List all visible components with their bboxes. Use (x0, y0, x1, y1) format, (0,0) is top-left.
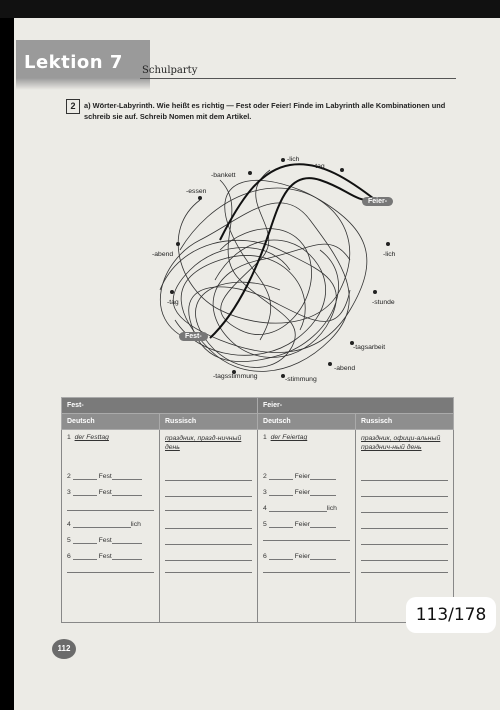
maze-word: -tagsarbeit (353, 344, 386, 351)
fest-start-label: Fest- (179, 332, 208, 341)
topic-rule (140, 78, 456, 79)
maze-word: -bankett (211, 172, 236, 179)
col-header-deutsch: Deutsch (258, 414, 356, 430)
maze-lines (160, 170, 367, 371)
feier-example-row: 1 der Feiertag (263, 434, 308, 441)
col-header-russisch: Russisch (160, 414, 258, 430)
maze-word: -stunde (372, 299, 395, 306)
task-instructions: a) Wörter-Labyrinth. Wie heißt es richtig — Fest oder Feier! Finde im Labyrinth alle Kombinationen und schreib sie auf. Schreib Nomen mit dem Artikel. (84, 101, 446, 121)
maze-word: -abend (334, 365, 356, 372)
fest-russisch-cell (160, 430, 258, 623)
feier-start-label: Feier- (362, 197, 393, 206)
fest-deutsch-cell (62, 430, 160, 623)
feier-row[interactable]: 3 Feier (263, 488, 336, 496)
maze-word: -abend (152, 251, 174, 258)
feier-example-translation: праздник, офици-альный празднич-ный день (361, 435, 441, 451)
maze-word: -essen (186, 188, 207, 195)
fest-row[interactable]: 4 lich (67, 521, 141, 528)
maze-word: -lich (383, 251, 396, 258)
lesson-label: Lektion 7 (24, 52, 123, 73)
feier-row[interactable]: 5 Feier (263, 520, 336, 528)
page-number-badge: 112 (52, 639, 76, 659)
maze-word: -lich (287, 156, 300, 163)
lesson-topic: Schulparty (142, 65, 198, 76)
col-header-russisch: Russisch (356, 414, 454, 430)
maze-word: -tagsstimmung (213, 373, 258, 380)
feier-russisch-cell (356, 430, 454, 623)
fest-row[interactable]: 5 Fest (67, 536, 142, 544)
feier-deutsch-cell (258, 430, 356, 623)
word-labyrinth (120, 140, 390, 390)
fest-row[interactable]: 3 Fest (67, 488, 142, 496)
page-counter-overlay: 113/178 (406, 597, 496, 633)
maze-word: -stimmung (285, 376, 317, 383)
maze-word: -tag (313, 163, 325, 170)
fest-example-row: 1 der Festtag (67, 434, 109, 441)
maze-word: -tag (167, 299, 179, 306)
feier-row[interactable]: 4 lich (263, 505, 337, 512)
feier-row[interactable]: 6 Feier (263, 552, 336, 560)
group-header-fest: Fest- (62, 398, 258, 414)
answer-table (61, 397, 454, 623)
fest-row[interactable]: 2 Fest (67, 472, 142, 480)
feier-row[interactable]: 2 Feier (263, 472, 336, 480)
top-dark-strip (0, 0, 500, 18)
fest-example-translation: праздник, празд-ничный день (165, 435, 242, 451)
col-header-deutsch: Deutsch (62, 414, 160, 430)
task-number: 2 (66, 99, 80, 114)
fest-row[interactable]: 6 Fest (67, 552, 142, 560)
group-header-feier: Feier- (258, 398, 454, 414)
